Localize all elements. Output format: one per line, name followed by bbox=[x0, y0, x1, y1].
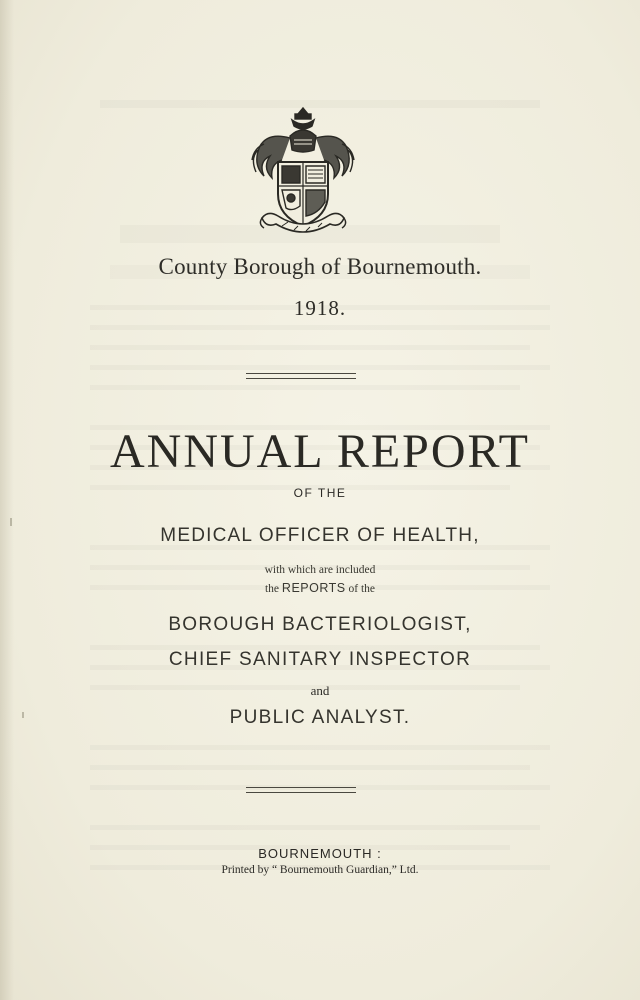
bacteriologist-line: BOROUGH BACTERIOLOGIST, bbox=[168, 614, 472, 635]
included-line: with which are included bbox=[264, 564, 376, 576]
report-year: 1918. bbox=[293, 296, 347, 320]
public-analyst-line: PUBLIC ANALYST. bbox=[229, 707, 411, 728]
printer-line: Printed by “ Bournemouth Guardian,” Ltd. bbox=[221, 864, 419, 876]
reports-pre: the bbox=[264, 583, 280, 595]
of-the-line: OF THE bbox=[293, 486, 347, 500]
report-title: ANNUAL REPORT bbox=[109, 425, 530, 478]
and-line: and bbox=[310, 683, 330, 698]
double-rule-divider bbox=[246, 373, 356, 379]
reports-line bbox=[0, 581, 640, 595]
reports-main: REPORTS bbox=[281, 581, 346, 595]
publication-place: BOURNEMOUTH : bbox=[258, 846, 382, 861]
borough-heading: County Borough of Bournemouth. bbox=[158, 254, 482, 279]
coat-of-arms-icon bbox=[248, 106, 358, 242]
medical-officer-line: MEDICAL OFFICER OF HEALTH, bbox=[160, 525, 480, 546]
sanitary-inspector-line: CHIEF SANITARY INSPECTOR bbox=[168, 649, 472, 670]
reports-post: of the bbox=[348, 583, 376, 595]
double-rule-divider bbox=[246, 787, 356, 793]
